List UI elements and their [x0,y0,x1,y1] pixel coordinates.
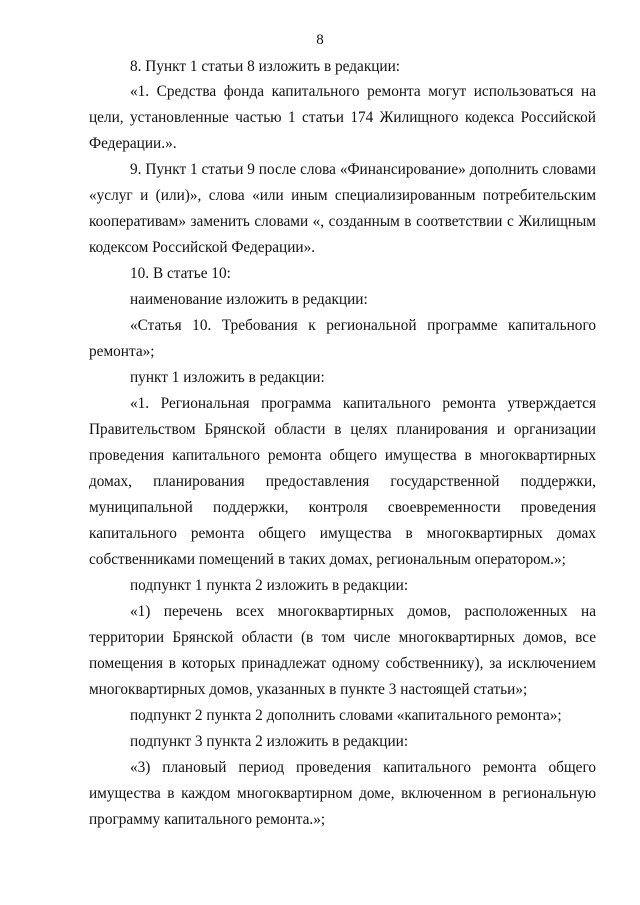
paragraph-line: проведения капитального ремонта общего имущества в многоквартирных [89,447,596,464]
paragraph-line: домах, планирования предоставления государственной поддержки, [89,473,596,490]
paragraph-line: «1. Средства фонда капитального ремонта могут использоваться на [130,83,596,100]
paragraph-line: территории Брянской области (в том числе многоквартирных домов, все [89,629,596,646]
page-number: 8 [316,32,324,48]
paragraph-line: имущества в каждом многоквартирном доме, включенном в региональную [89,785,596,802]
paragraph-line: «Статья 10. Требования к региональной программе капитального [130,317,596,334]
paragraph-line: подпункт 3 пункта 2 изложить в редакции: [130,733,409,750]
paragraph-line: «1. Региональная программа капитального ремонта утверждается [130,395,596,412]
paragraph-line: собственниками помещений в таких домах, региональным оператором.»; [89,551,566,568]
paragraph-line: 9. Пункт 1 статьи 9 после слова «Финансирование» дополнить словами [130,161,596,178]
paragraph-line: 10. В статье 10: [130,265,231,282]
paragraph-line: кооперативам» заменить словами «, созданным в соответствии с Жилищным [89,213,596,230]
paragraph-line: наименование изложить в редакции: [130,291,368,308]
paragraph-line: Правительством Брянской области в целях планирования и организации [89,421,596,438]
paragraph-line: подпункт 1 пункта 2 изложить в редакции: [130,577,409,594]
paragraph-line: «3) плановый период проведения капитального ремонта общего [130,759,596,776]
paragraph-line: кодексом Российской Федерации». [89,239,316,256]
paragraph-line: «услуг и (или)», слова «или иным специализированным потребительским [89,187,596,204]
paragraph-line: многоквартирных домов, указанных в пункте 3 настоящей статьи»; [89,681,528,698]
paragraph-line: «1) перечень всех многоквартирных домов, расположенных на [130,603,596,620]
paragraph-line: муниципальной поддержки, контроля своевременности проведения [89,499,596,516]
paragraph-line: Федерации.». [89,135,177,152]
paragraph-line: капитального ремонта общего имущества в многоквартирных домах [89,525,596,542]
paragraph-line: 8. Пункт 1 статьи 8 изложить в редакции: [130,58,401,75]
paragraph-line: ремонта»; [89,343,155,360]
paragraph-line: цели, установленные частью 1 статьи 174 Жилищного кодекса Российской [89,109,596,126]
paragraph-line: помещения в которых принадлежат одному собственнику), за исключением [89,655,596,672]
paragraph-line: подпункт 2 пункта 2 дополнить словами «капитального ремонта»; [130,707,562,724]
paragraph-line: пункт 1 изложить в редакции: [130,369,325,386]
paragraph-line: программу капитального ремонта.»; [89,811,326,828]
